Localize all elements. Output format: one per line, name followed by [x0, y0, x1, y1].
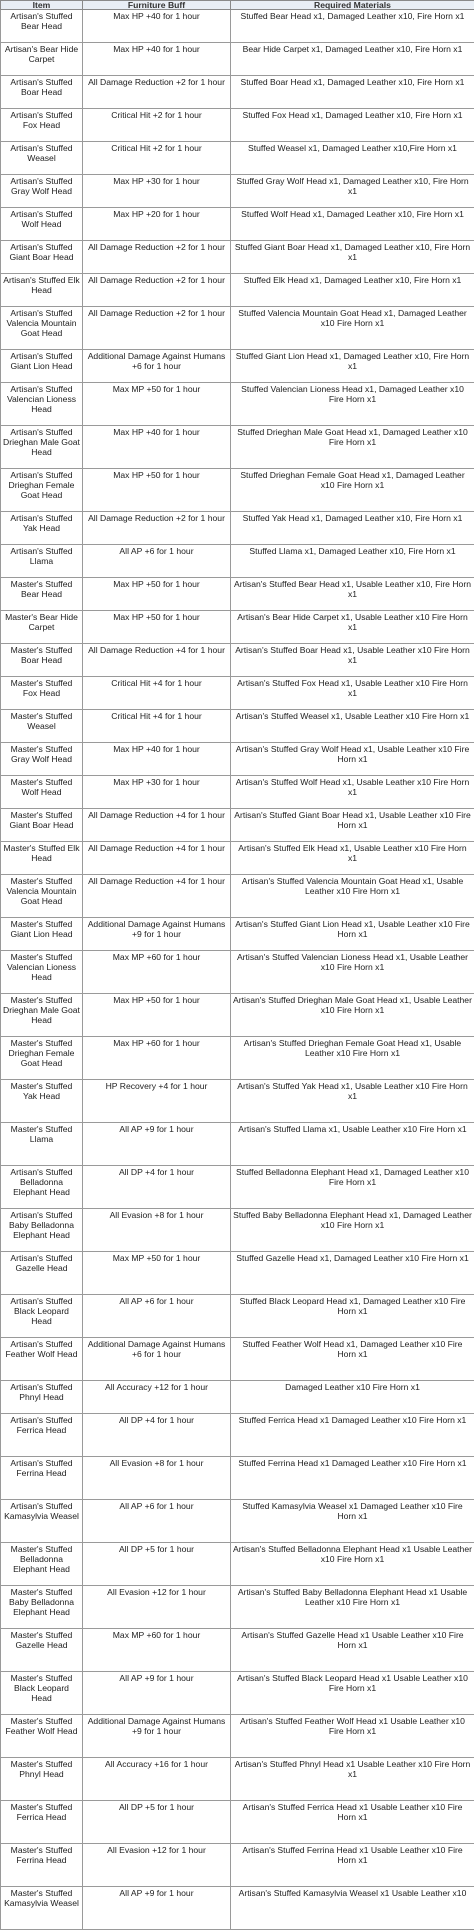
materials-cell: Stuffed Boar Head x1, Damaged Leather x10, Fire Horn x1: [231, 76, 474, 109]
materials-cell: Artisan's Stuffed Yak Head x1, Usable Leather x10 Fire Horn x1: [231, 1080, 474, 1123]
table-row: [1, 1672, 474, 1715]
table-row: [1, 10, 474, 43]
item-cell: Master's Stuffed Bear Head: [1, 578, 83, 611]
buff-cell: Max HP +40 for 1 hour: [83, 743, 231, 776]
table-row: [1, 1209, 474, 1252]
table-row: [1, 1629, 474, 1672]
buff-cell: Critical Hit +4 for 1 hour: [83, 677, 231, 710]
buff-cell: Max MP +50 for 1 hour: [83, 383, 231, 426]
materials-cell: Stuffed Belladonna Elephant Head x1, Damaged Leather x10 Fire Horn x1: [231, 1166, 474, 1209]
materials-cell: Artisan's Stuffed Elk Head x1, Usable Leather x10 Fire Horn x1: [231, 842, 474, 875]
column-header-item[interactable]: Item: [1, 1, 83, 10]
materials-cell: Artisan's Stuffed Phnyl Head x1 Usable Leather x10 Fire Horn x1: [231, 1758, 474, 1801]
materials-cell: Artisan's Stuffed Valencia Mountain Goat Head x1, Usable Leather x10 Fire Horn x1: [231, 875, 474, 918]
buff-cell: All Evasion +12 for 1 hour: [83, 1586, 231, 1629]
buff-cell: Max HP +20 for 1 hour: [83, 208, 231, 241]
buff-cell: Critical Hit +2 for 1 hour: [83, 142, 231, 175]
buff-cell: All AP +9 for 1 hour: [83, 1672, 231, 1715]
table-row: [1, 1758, 474, 1801]
materials-cell: Stuffed Elk Head x1, Damaged Leather x10, Fire Horn x1: [231, 274, 474, 307]
materials-cell: Artisan's Stuffed Weasel x1, Usable Leather x10 Fire Horn x1: [231, 710, 474, 743]
item-cell: Master's Stuffed Weasel: [1, 710, 83, 743]
buff-cell: Max HP +50 for 1 hour: [83, 994, 231, 1037]
item-cell: Master's Stuffed Elk Head: [1, 842, 83, 875]
buff-cell: Max HP +50 for 1 hour: [83, 469, 231, 512]
buff-cell: Max HP +40 for 1 hour: [83, 10, 231, 43]
item-cell: Artisan's Stuffed Kamasylvia Weasel: [1, 1500, 83, 1543]
table-row: [1, 426, 474, 469]
table-row: [1, 109, 474, 142]
materials-cell: Stuffed Yak Head x1, Damaged Leather x10, Fire Horn x1: [231, 512, 474, 545]
item-cell: Master's Stuffed Phnyl Head: [1, 1758, 83, 1801]
table-row: [1, 1295, 474, 1338]
table-row: [1, 644, 474, 677]
table-row: [1, 1123, 474, 1166]
buff-cell: All Damage Reduction +4 for 1 hour: [83, 842, 231, 875]
buff-cell: All AP +9 for 1 hour: [83, 1887, 231, 1930]
materials-cell: Artisan's Stuffed Bear Head x1, Usable Leather x10, Fire Horn x1: [231, 578, 474, 611]
materials-cell: Stuffed Drieghan Male Goat Head x1, Damaged Leather x10 Fire Horn x1: [231, 426, 474, 469]
table-header: [1, 1, 474, 10]
item-cell: Artisan's Stuffed Drieghan Male Goat Head: [1, 426, 83, 469]
item-cell: Artisan's Bear Hide Carpet: [1, 43, 83, 76]
materials-cell: Artisan's Stuffed Giant Boar Head x1, Usable Leather x10 Fire Horn x1: [231, 809, 474, 842]
table-row: [1, 875, 474, 918]
item-cell: Master's Stuffed Giant Lion Head: [1, 918, 83, 951]
item-cell: Artisan's Stuffed Gray Wolf Head: [1, 175, 83, 208]
buff-cell: Critical Hit +4 for 1 hour: [83, 710, 231, 743]
item-cell: Master's Stuffed Drieghan Male Goat Head: [1, 994, 83, 1037]
table-row: [1, 76, 474, 109]
buff-cell: All Accuracy +16 for 1 hour: [83, 1758, 231, 1801]
buff-cell: All Accuracy +12 for 1 hour: [83, 1381, 231, 1414]
materials-cell: Stuffed Kamasylvia Weasel x1 Damaged Leather x10 Fire Horn x1: [231, 1500, 474, 1543]
buff-cell: Max HP +50 for 1 hour: [83, 611, 231, 644]
item-cell: Master's Stuffed Valencia Mountain Goat Head: [1, 875, 83, 918]
item-cell: Master's Stuffed Ferrica Head: [1, 1801, 83, 1844]
item-cell: Artisan's Stuffed Llama: [1, 545, 83, 578]
item-cell: Master's Stuffed Yak Head: [1, 1080, 83, 1123]
buff-cell: All Damage Reduction +2 for 1 hour: [83, 512, 231, 545]
item-cell: Master's Stuffed Wolf Head: [1, 776, 83, 809]
buff-cell: All AP +6 for 1 hour: [83, 545, 231, 578]
item-cell: Artisan's Stuffed Feather Wolf Head: [1, 1338, 83, 1381]
table-row: [1, 1338, 474, 1381]
materials-cell: Stuffed Black Leopard Head x1, Damaged Leather x10 Fire Horn x1: [231, 1295, 474, 1338]
materials-cell: Stuffed Fox Head x1, Damaged Leather x10, Fire Horn x1: [231, 109, 474, 142]
item-cell: Artisan's Stuffed Ferrica Head: [1, 1414, 83, 1457]
table-row: [1, 743, 474, 776]
table-row: [1, 1414, 474, 1457]
materials-cell: Artisan's Stuffed Baby Belladonna Elephant Head x1 Usable Leather x10 Fire Horn x1: [231, 1586, 474, 1629]
buff-cell: All Damage Reduction +2 for 1 hour: [83, 241, 231, 274]
buff-cell: Max HP +50 for 1 hour: [83, 578, 231, 611]
item-cell: Artisan's Stuffed Wolf Head: [1, 208, 83, 241]
item-cell: Master's Stuffed Kamasylvia Weasel: [1, 1887, 83, 1930]
item-cell: Master's Stuffed Baby Belladonna Elephant Head: [1, 1586, 83, 1629]
buff-cell: All DP +5 for 1 hour: [83, 1543, 231, 1586]
item-cell: Artisan's Stuffed Elk Head: [1, 274, 83, 307]
table-row: [1, 307, 474, 350]
table-row: [1, 1543, 474, 1586]
table-row: [1, 1715, 474, 1758]
item-cell: Master's Stuffed Gray Wolf Head: [1, 743, 83, 776]
buff-cell: Max HP +40 for 1 hour: [83, 426, 231, 469]
table-row: [1, 677, 474, 710]
materials-cell: Artisan's Stuffed Ferrica Head x1 Usable Leather x10 Fire Horn x1: [231, 1801, 474, 1844]
materials-cell: Bear Hide Carpet x1, Damaged Leather x10, Fire Horn x1: [231, 43, 474, 76]
materials-cell: Stuffed Baby Belladonna Elephant Head x1, Damaged Leather x10 Fire Horn x1: [231, 1209, 474, 1252]
materials-cell: Artisan's Bear Hide Carpet x1, Usable Leather x10 Fire Horn x1: [231, 611, 474, 644]
table-row: [1, 1500, 474, 1543]
table-row: [1, 809, 474, 842]
buff-cell: All AP +9 for 1 hour: [83, 1123, 231, 1166]
buff-cell: All Evasion +8 for 1 hour: [83, 1209, 231, 1252]
table-body: [1, 10, 474, 1930]
table-row: [1, 512, 474, 545]
item-cell: Master's Stuffed Black Leopard Head: [1, 1672, 83, 1715]
materials-cell: Stuffed Valencian Lioness Head x1, Damaged Leather x10 Fire Horn x1: [231, 383, 474, 426]
buff-cell: Max MP +50 for 1 hour: [83, 1252, 231, 1295]
table-row: [1, 710, 474, 743]
table-row: [1, 241, 474, 274]
buff-cell: Additional Damage Against Humans +6 for 1 hour: [83, 1338, 231, 1381]
materials-cell: Stuffed Giant Lion Head x1, Damaged Leather x10, Fire Horn x1: [231, 350, 474, 383]
buff-cell: All DP +4 for 1 hour: [83, 1166, 231, 1209]
buff-cell: All Damage Reduction +2 for 1 hour: [83, 307, 231, 350]
item-cell: Master's Stuffed Boar Head: [1, 644, 83, 677]
table-row: [1, 918, 474, 951]
materials-cell: Stuffed Ferrina Head x1 Damaged Leather x10 Fire Horn x1: [231, 1457, 474, 1500]
buff-cell: All DP +5 for 1 hour: [83, 1801, 231, 1844]
item-cell: Master's Stuffed Ferrina Head: [1, 1844, 83, 1887]
item-cell: Artisan's Stuffed Valencia Mountain Goat Head: [1, 307, 83, 350]
buff-cell: HP Recovery +4 for 1 hour: [83, 1080, 231, 1123]
materials-cell: Stuffed Llama x1, Damaged Leather x10, Fire Horn x1: [231, 545, 474, 578]
table-row: [1, 1586, 474, 1629]
materials-cell: Stuffed Gazelle Head x1, Damaged Leather x10 Fire Horn x1: [231, 1252, 474, 1295]
table-row: [1, 1037, 474, 1080]
materials-cell: Artisan's Stuffed Drieghan Female Goat Head x1, Usable Leather x10 Fire Horn x1: [231, 1037, 474, 1080]
table-row: [1, 842, 474, 875]
materials-cell: Stuffed Gray Wolf Head x1, Damaged Leather x10, Fire Horn x1: [231, 175, 474, 208]
materials-cell: Stuffed Ferrica Head x1 Damaged Leather x10 Fire Horn x1: [231, 1414, 474, 1457]
buff-cell: All Damage Reduction +2 for 1 hour: [83, 76, 231, 109]
item-cell: Artisan's Stuffed Boar Head: [1, 76, 83, 109]
buff-cell: All DP +4 for 1 hour: [83, 1414, 231, 1457]
table-row: [1, 1080, 474, 1123]
materials-cell: Artisan's Stuffed Gazelle Head x1 Usable Leather x10 Fire Horn x1: [231, 1629, 474, 1672]
materials-cell: Stuffed Bear Head x1, Damaged Leather x10, Fire Horn x1: [231, 10, 474, 43]
column-header-furniture-buff[interactable]: Furniture Buff: [83, 1, 231, 10]
item-cell: Master's Stuffed Belladonna Elephant Head: [1, 1543, 83, 1586]
table-row: [1, 1887, 474, 1930]
materials-cell: Artisan's Stuffed Ferrina Head x1 Usable Leather x10 Fire Horn x1: [231, 1844, 474, 1887]
materials-cell: Artisan's Stuffed Kamasylvia Weasel x1 Usable Leather x10: [231, 1887, 474, 1930]
table-row: [1, 1457, 474, 1500]
buff-cell: Additional Damage Against Humans +6 for 1 hour: [83, 350, 231, 383]
item-cell: Master's Stuffed Giant Boar Head: [1, 809, 83, 842]
item-cell: Artisan's Stuffed Baby Belladonna Elephant Head: [1, 1209, 83, 1252]
item-cell: Master's Stuffed Drieghan Female Goat Head: [1, 1037, 83, 1080]
buff-cell: All Damage Reduction +2 for 1 hour: [83, 274, 231, 307]
materials-cell: Damaged Leather x10 Fire Horn x1: [231, 1381, 474, 1414]
item-cell: Artisan's Stuffed Drieghan Female Goat Head: [1, 469, 83, 512]
table-row: [1, 1166, 474, 1209]
table-row: [1, 611, 474, 644]
item-cell: Artisan's Stuffed Giant Lion Head: [1, 350, 83, 383]
buff-cell: All Damage Reduction +4 for 1 hour: [83, 875, 231, 918]
buff-cell: All Damage Reduction +4 for 1 hour: [83, 644, 231, 677]
item-cell: Artisan's Stuffed Giant Boar Head: [1, 241, 83, 274]
item-cell: Artisan's Stuffed Black Leopard Head: [1, 1295, 83, 1338]
item-cell: Artisan's Stuffed Valencian Lioness Head: [1, 383, 83, 426]
table-row: [1, 142, 474, 175]
buff-cell: Max HP +30 for 1 hour: [83, 175, 231, 208]
materials-cell: Artisan's Stuffed Gray Wolf Head x1, Usable Leather x10 Fire Horn x1: [231, 743, 474, 776]
buff-cell: Additional Damage Against Humans +9 for 1 hour: [83, 1715, 231, 1758]
buff-cell: All Evasion +12 for 1 hour: [83, 1844, 231, 1887]
item-cell: Artisan's Stuffed Phnyl Head: [1, 1381, 83, 1414]
table-row: [1, 545, 474, 578]
materials-cell: Stuffed Drieghan Female Goat Head x1, Damaged Leather x10 Fire Horn x1: [231, 469, 474, 512]
materials-cell: Artisan's Stuffed Llama x1, Usable Leather x10 Fire Horn x1: [231, 1123, 474, 1166]
table-row: [1, 469, 474, 512]
table-row: [1, 350, 474, 383]
item-cell: Master's Stuffed Valencian Lioness Head: [1, 951, 83, 994]
item-cell: Artisan's Stuffed Weasel: [1, 142, 83, 175]
item-cell: Artisan's Stuffed Belladonna Elephant Head: [1, 1166, 83, 1209]
materials-cell: Stuffed Feather Wolf Head x1, Damaged Leather x10 Fire Horn x1: [231, 1338, 474, 1381]
item-cell: Artisan's Stuffed Ferrina Head: [1, 1457, 83, 1500]
materials-cell: Artisan's Stuffed Giant Lion Head x1, Usable Leather x10 Fire Horn x1: [231, 918, 474, 951]
buff-cell: All AP +6 for 1 hour: [83, 1295, 231, 1338]
item-cell: Artisan's Stuffed Bear Head: [1, 10, 83, 43]
table-row: [1, 383, 474, 426]
buff-cell: Max MP +60 for 1 hour: [83, 951, 231, 994]
buff-cell: All Damage Reduction +4 for 1 hour: [83, 809, 231, 842]
materials-cell: Artisan's Stuffed Drieghan Male Goat Head x1, Usable Leather x10 Fire Horn x1: [231, 994, 474, 1037]
materials-cell: Stuffed Valencia Mountain Goat Head x1, Damaged Leather x10 Fire Horn x1: [231, 307, 474, 350]
item-cell: Master's Stuffed Llama: [1, 1123, 83, 1166]
table-row: [1, 43, 474, 76]
buff-cell: All AP +6 for 1 hour: [83, 1500, 231, 1543]
materials-cell: Stuffed Wolf Head x1, Damaged Leather x10, Fire Horn x1: [231, 208, 474, 241]
item-cell: Artisan's Stuffed Fox Head: [1, 109, 83, 142]
materials-cell: Stuffed Giant Boar Head x1, Damaged Leather x10, Fire Horn x1: [231, 241, 474, 274]
table-row: [1, 1801, 474, 1844]
item-cell: Artisan's Stuffed Yak Head: [1, 512, 83, 545]
buff-cell: Additional Damage Against Humans +9 for 1 hour: [83, 918, 231, 951]
buff-cell: All Evasion +8 for 1 hour: [83, 1457, 231, 1500]
table-row: [1, 274, 474, 307]
table-row: [1, 951, 474, 994]
materials-cell: Artisan's Stuffed Wolf Head x1, Usable Leather x10 Fire Horn x1: [231, 776, 474, 809]
table-row: [1, 1381, 474, 1414]
materials-cell: Stuffed Weasel x1, Damaged Leather x10,Fire Horn x1: [231, 142, 474, 175]
materials-cell: Artisan's Stuffed Feather Wolf Head x1 Usable Leather x10 Fire Horn x1: [231, 1715, 474, 1758]
materials-cell: Artisan's Stuffed Valencian Lioness Head x1, Usable Leather x10 Fire Horn x1: [231, 951, 474, 994]
header-row: [1, 1, 474, 10]
buff-cell: Max HP +60 for 1 hour: [83, 1037, 231, 1080]
table-row: [1, 175, 474, 208]
buff-cell: Max HP +40 for 1 hour: [83, 43, 231, 76]
item-cell: Master's Stuffed Gazelle Head: [1, 1629, 83, 1672]
item-cell: Master's Bear Hide Carpet: [1, 611, 83, 644]
materials-cell: Artisan's Stuffed Boar Head x1, Usable Leather x10 Fire Horn x1: [231, 644, 474, 677]
materials-cell: Artisan's Stuffed Black Leopard Head x1 Usable Leather x10 Fire Horn x1: [231, 1672, 474, 1715]
table-row: [1, 1844, 474, 1887]
buff-cell: Max MP +60 for 1 hour: [83, 1629, 231, 1672]
item-cell: Master's Stuffed Fox Head: [1, 677, 83, 710]
buff-cell: Critical Hit +2 for 1 hour: [83, 109, 231, 142]
buff-cell: Max HP +30 for 1 hour: [83, 776, 231, 809]
item-cell: Master's Stuffed Feather Wolf Head: [1, 1715, 83, 1758]
table-row: [1, 578, 474, 611]
table-row: [1, 1252, 474, 1295]
materials-cell: Artisan's Stuffed Fox Head x1, Usable Leather x10 Fire Horn x1: [231, 677, 474, 710]
item-cell: Artisan's Stuffed Gazelle Head: [1, 1252, 83, 1295]
table-row: [1, 208, 474, 241]
table-row: [1, 994, 474, 1037]
table-row: [1, 776, 474, 809]
materials-cell: Artisan's Stuffed Belladonna Elephant Head x1 Usable Leather x10 Fire Horn x1: [231, 1543, 474, 1586]
column-header-required-materials[interactable]: Required Materials: [231, 1, 474, 10]
